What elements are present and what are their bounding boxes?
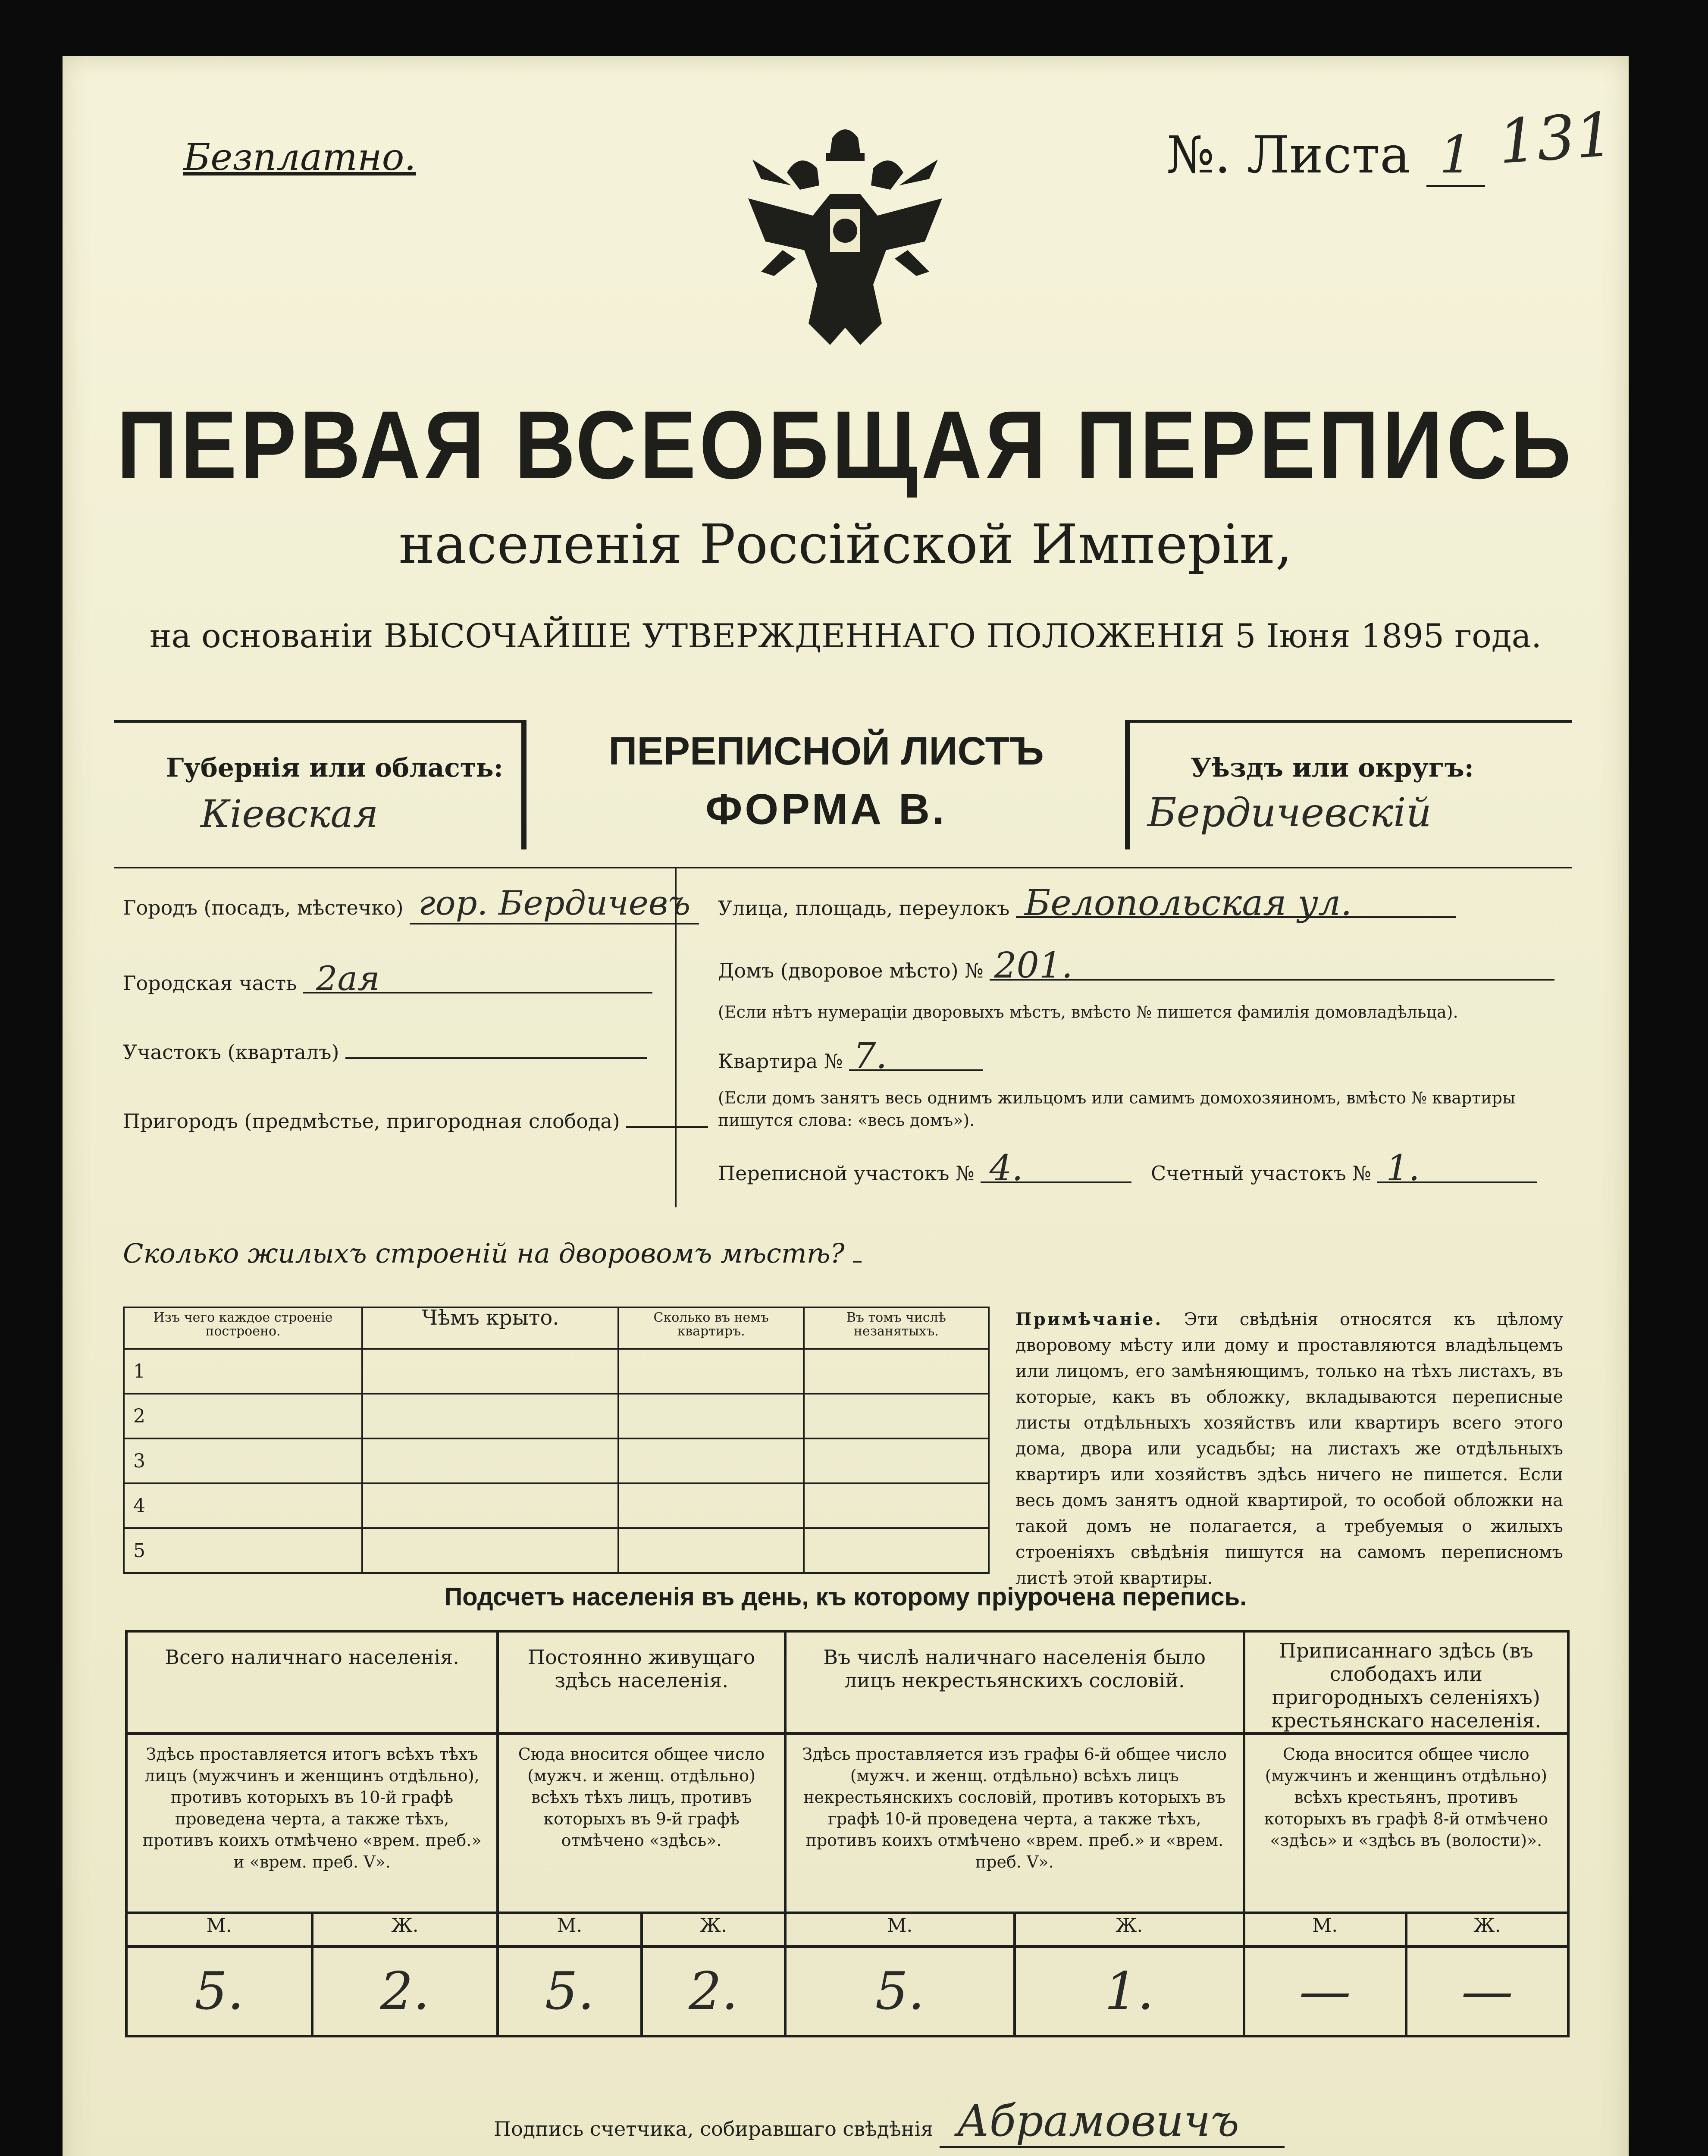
population-desc-row (126, 1733, 1568, 1913)
house-note: (Если нѣтъ нумераціи дворовыхъ мѣстъ, вмѣсто № пишется фамилія домовладѣльца). (718, 1003, 1458, 1022)
count-district-label: Счетный участокъ № (1150, 1162, 1371, 1185)
pop-m-label: М. (498, 1913, 641, 1946)
apt-note: (Если домъ занятъ весь однимъ жильцомъ или самимъ домохозяиномъ, вмѣсто № квартиры пишутся слова: «весь домъ»). (718, 1088, 1516, 1130)
buildings-row: 5 (124, 1528, 989, 1573)
districts-row (718, 1148, 1537, 1189)
buildings-row: 1 (124, 1349, 989, 1394)
pop-col-4-heading: Приписаннаго здѣсь (въ слободахъ или пригородныхъ селеніяхъ) крестьянскаго населенія. (1244, 1631, 1568, 1733)
population-heading-row (126, 1631, 1568, 1733)
note-block (1015, 1307, 1563, 1591)
district-label: Участокъ (кварталъ) (123, 1040, 339, 1064)
buildings-table (123, 1307, 990, 1574)
pop-col-3-f: 1. (1015, 1946, 1244, 2036)
buildings-question: Сколько жилыхъ строеній на дворовомъ мѣстѣ? (123, 1238, 862, 1269)
buildings-header-roof: Чѣмъ крыто. (362, 1307, 618, 1349)
form-title-box (524, 720, 1128, 849)
population-sex-row (126, 1913, 1568, 1946)
signature-row (494, 2096, 1285, 2148)
pop-f-label: Ж. (1015, 1913, 1244, 1946)
buildings-row: 3 (124, 1438, 989, 1483)
uezd-value: Бердичевскій (1147, 790, 1432, 836)
basis-line: на основаніи ВЫСОЧАЙШЕ УТВЕРЖДЕННАГО ПОЛОЖЕНІЯ 5 Іюня 1895 года. (149, 617, 1542, 655)
part-row (123, 959, 652, 998)
note-heading: Примѣчаніе. (1015, 1309, 1163, 1329)
signature-label: Подпись счетчика, собиравшаго свѣдѣнія (494, 2117, 934, 2140)
pop-col-2-f: 2. (642, 1946, 785, 2036)
header-rule (114, 867, 1572, 868)
suburb-label: Пригородъ (предмѣстье, пригородная слобода) (123, 1109, 620, 1133)
double-headed-eagle-icon (744, 121, 946, 362)
corner-number: 131 (1496, 99, 1616, 178)
main-title: ПЕРВАЯ ВСЕОБЩАЯ ПЕРЕПИСЬ (116, 391, 1575, 499)
house-value: 201. (990, 953, 1554, 981)
pop-col-4-m: — (1244, 1946, 1406, 2036)
pop-col-3-m: 5. (785, 1946, 1015, 2036)
suburb-row (123, 1108, 708, 1134)
city-row (123, 884, 699, 923)
buildings-header-row (124, 1307, 989, 1349)
pop-col-1-m: 5. (126, 1946, 312, 2036)
district-row (123, 1039, 647, 1065)
house-row (718, 945, 1554, 986)
pop-m-label: М. (1244, 1913, 1406, 1946)
gubernia-label: Губернія или область: (166, 753, 503, 783)
street-value: Белопольская ул. (1016, 890, 1456, 918)
count-district-value: 1. (1377, 1156, 1537, 1183)
part-label: Городская часть (123, 971, 297, 995)
pop-col-3-desc: Здѣсь проставляется изъ графы 6-й общее число (мужч. и женщ. отдѣльно) всѣхъ лицъ некрестьянскихъ сословій, противъ которыхъ въ графѣ 10-й проведена черта, а также тѣхъ, противъ коихъ отмѣчено «врем. преб.» и «врем. преб. V». (785, 1733, 1244, 1913)
population-value-row (126, 1946, 1568, 2036)
street-label: Улица, площадь, переулокъ (718, 896, 1010, 920)
pop-col-1-heading: Всего наличнаго населенія. (126, 1631, 498, 1733)
uezd-box (1128, 720, 1572, 849)
census-sheet (63, 56, 1629, 2156)
house-label: Домъ (дворовое мѣсто) № (718, 959, 984, 982)
form-label: ФОРМА В. (705, 785, 947, 834)
uezd-label: Уѣздъ или округъ: (1191, 753, 1474, 783)
part-value: 2ая (303, 966, 652, 993)
sheet-number (1166, 125, 1485, 185)
pop-f-label: Ж. (642, 1913, 785, 1946)
pop-col-2-m: 5. (498, 1946, 641, 2036)
subtitle: населенія Россійской Имперіи, (398, 513, 1293, 576)
apt-row (718, 1036, 983, 1077)
city-label: Городъ (посадъ, мѣстечко) (123, 896, 404, 919)
pop-col-1-f: 2. (312, 1946, 498, 2036)
city-value: гор. Бердичевъ (410, 884, 699, 924)
buildings-header-apartments: Сколько въ немъ квартиръ. (618, 1307, 803, 1349)
sheet-number-value: 1 (1426, 125, 1485, 187)
buildings-row: 4 (124, 1483, 989, 1528)
pop-col-4-f: — (1406, 1946, 1568, 2036)
apt-value: 7. (849, 1044, 983, 1071)
pop-f-label: Ж. (312, 1913, 498, 1946)
pop-col-3-heading: Въ числѣ наличнаго населенія было лицъ некрестьянскихъ сословій. (785, 1631, 1244, 1733)
census-district-value: 4. (981, 1156, 1131, 1183)
street-row (718, 883, 1456, 924)
pop-m-label: М. (126, 1913, 312, 1946)
form-title: ПЕРЕПИСНОЙ ЛИСТЪ (608, 729, 1044, 773)
population-title: Подсчетъ населенія въ день, къ которому пріурочена перепись. (444, 1583, 1247, 1611)
sheet-number-label: №. Листа (1166, 125, 1410, 185)
population-table (125, 1630, 1570, 2037)
buildings-header-vacant: Въ томъ числѣ незанятыхъ. (804, 1307, 989, 1349)
pop-col-1-desc: Здѣсь проставляется итогъ всѣхъ тѣхъ лицъ (мужчинъ и женщинъ отдѣльно), противъ которыхъ въ 10-й графѣ проведена черта, а также тѣхъ, противъ коихъ отмѣчено «врем. преб.» и «врем. преб. V». (126, 1733, 498, 1913)
apt-label: Квартира № (718, 1050, 843, 1073)
gubernia-value: Кіевская (201, 792, 379, 836)
free-label: Безплатно. (183, 136, 416, 179)
census-district-label: Переписной участокъ № (718, 1162, 975, 1185)
pop-col-4-desc: Сюда вносится общее число (мужчинъ и женщинъ отдѣльно) всѣхъ крестьянъ, противъ которыхъ въ графѣ 8-й отмѣчено «здѣсь» и «здѣсь въ (волости)». (1244, 1733, 1568, 1913)
signature-value: Абрамовичъ (940, 2096, 1285, 2148)
note-text: Эти свѣдѣнія относятся къ цѣлому дворовому мѣсту или дому и проставляются владѣльцемъ или лицомъ, его замѣняющимъ, только на тѣхъ листахъ, въ которые, какъ въ обложку, вкладываются переписные листы отдѣльныхъ хозяйствъ или квартиръ всего этого дома, двора или усадьбы; на листахъ же отдѣльныхъ квартиръ или хозяйствъ здѣсь ничего не пишется. Если весь домъ занятъ одной квартирой, то особой обложки на такой домъ не полагается, а требуемыя о жилыхъ строеніяхъ свѣдѣнія пишутся на самомъ переписномъ листѣ этой квартиры. (1015, 1310, 1563, 1588)
buildings-header-material: Изъ чего каждое строеніе построено. (124, 1307, 362, 1349)
pop-m-label: М. (785, 1913, 1015, 1946)
gubernia-box (114, 720, 524, 849)
pop-col-2-heading: Постоянно живущаго здѣсь населенія. (498, 1631, 785, 1733)
pop-f-label: Ж. (1406, 1913, 1568, 1946)
pop-col-2-desc: Сюда вносится общее число (мужч. и женщ. отдѣльно) всѣхъ тѣхъ лицъ, противъ которыхъ въ 9-й графѣ отмѣчено «здѣсь». (498, 1733, 785, 1913)
buildings-row: 2 (124, 1394, 989, 1438)
